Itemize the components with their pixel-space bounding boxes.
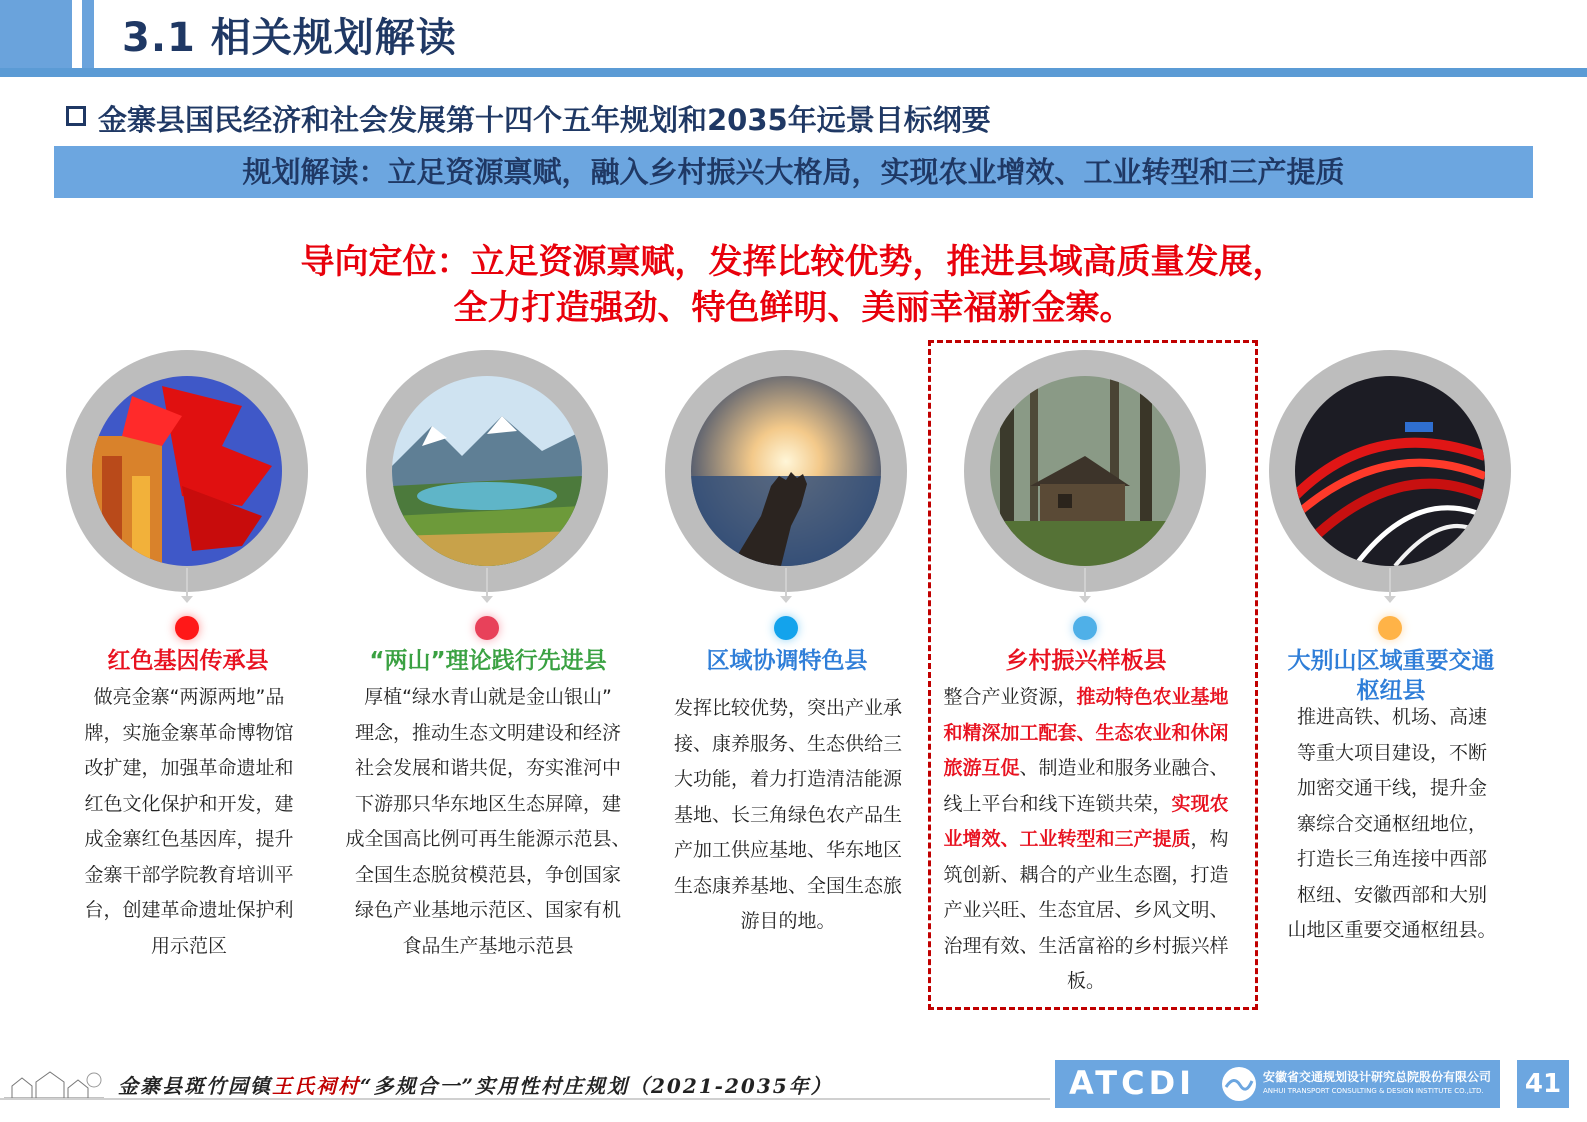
interpretation-banner bbox=[54, 146, 1533, 198]
photo-ring bbox=[66, 350, 308, 592]
column-body bbox=[936, 680, 1236, 1000]
highlight-text: 推动特色农业基地 bbox=[1076, 686, 1229, 708]
photo-ring bbox=[665, 350, 907, 592]
body-line: 枢纽、安徽西部和大别 bbox=[1296, 883, 1487, 906]
photo-ring bbox=[964, 350, 1206, 592]
column-body bbox=[1247, 700, 1537, 949]
company-name-cn: 安徽省交通规划设计研究总院股份有限公司 bbox=[1263, 1070, 1492, 1084]
body-line: 等重大项目建设，不断 bbox=[1296, 741, 1487, 764]
column-title bbox=[1241, 646, 1541, 706]
red-dot-icon bbox=[175, 616, 199, 640]
body-line: 下游那只华东地区生态屏障，建 bbox=[354, 792, 621, 815]
orientation-headline-line1: 导向定位：立足资源禀赋，发挥比较优势，推进县域高质量发展， bbox=[300, 242, 1287, 282]
footer-village-name: 王氏祠村 bbox=[272, 1074, 360, 1098]
body-line bbox=[936, 822, 1236, 858]
header-accent-stripe bbox=[82, 0, 94, 68]
body-line: 山地区重要交通枢纽县。 bbox=[1287, 919, 1497, 941]
section-subtitle: 金寨县国民经济和社会发展第十四个五年规划和2035年远景目标纲要 bbox=[98, 103, 991, 137]
body-line: 社会发展和谐共促，夯实淮河中 bbox=[354, 757, 621, 779]
pink-dot-icon bbox=[475, 616, 499, 640]
village-sketch-icon bbox=[4, 1064, 104, 1100]
body-line: 成金寨红色基因库，提升 bbox=[84, 828, 294, 850]
body-line: 绿色产业基地示范区、国家有机 bbox=[354, 899, 621, 921]
down-arrow-icon bbox=[1079, 596, 1091, 603]
body-line: 改扩建，加强革命遗址和 bbox=[84, 757, 294, 779]
body-line bbox=[936, 716, 1236, 752]
hand-sunset-photo bbox=[691, 376, 881, 566]
body-text: 治理有效、生活富裕的乡村振兴样 bbox=[943, 934, 1229, 957]
body-line bbox=[936, 929, 1236, 965]
highlight-text: 业增效、工业转型和三产提质 bbox=[943, 828, 1191, 850]
body-line bbox=[936, 893, 1236, 929]
body-line bbox=[936, 964, 1236, 1000]
body-line: 基地、长三角绿色农产品生 bbox=[673, 803, 902, 826]
body-line: 成全国高比例可再生能源示范县、 bbox=[345, 828, 631, 850]
orientation-headline-line2: 全力打造强劲、特色鲜明、美丽幸福新金寨。 bbox=[453, 288, 1134, 328]
body-line: 寨综合交通枢纽地位， bbox=[1296, 812, 1487, 835]
highway-night-photo bbox=[1295, 376, 1485, 566]
body-line: 加密交通干线，提升金 bbox=[1296, 777, 1487, 799]
orange-dot-icon bbox=[1378, 616, 1402, 640]
body-line bbox=[936, 787, 1236, 823]
footer-project-title bbox=[118, 1070, 833, 1099]
body-line bbox=[936, 858, 1236, 894]
column-title: 红色基因传承县 bbox=[107, 648, 269, 674]
body-line: 发挥比较优势，突出产业承 bbox=[673, 697, 902, 719]
body-line: 游目的地。 bbox=[740, 910, 836, 932]
down-arrow-icon bbox=[780, 596, 792, 603]
body-line: 打造长三角连接中西部 bbox=[1296, 848, 1487, 870]
column-title: 乡村振兴样板县 bbox=[1005, 648, 1167, 674]
company-name-en: ANHUI TRANSPORT CONSULTING & DESIGN INSTITUTE CO.,LTD. bbox=[1263, 1087, 1484, 1095]
body-text: 、制造业和服务业融合、 bbox=[1019, 757, 1229, 779]
body-line: 大功能，着力打造清洁能源 bbox=[673, 768, 902, 790]
body-line: 生态康养基地、全国生态旅 bbox=[673, 874, 902, 897]
body-line: 红色文化保护和开发，建 bbox=[84, 792, 294, 815]
company-emblem-icon bbox=[1222, 1067, 1256, 1101]
light-blue-dot-icon bbox=[1073, 616, 1097, 640]
body-text: 产业兴旺、生态宜居、乡风文明、 bbox=[943, 899, 1229, 921]
square-bullet-icon bbox=[66, 106, 86, 126]
body-line: 理念，推动生态文明建设和经济 bbox=[354, 721, 621, 744]
forest-cabin-photo bbox=[990, 376, 1180, 566]
company-logo-block bbox=[1055, 1060, 1500, 1108]
footer-text-part: “多规合一”实用性村庄规划（2021-2035年） bbox=[360, 1074, 833, 1098]
body-text: ，构 bbox=[1190, 828, 1229, 850]
column-title: “两山”理论践行先进县 bbox=[369, 648, 607, 674]
atcdi-logo: ATCDI bbox=[1069, 1064, 1196, 1102]
header-underline bbox=[0, 68, 1587, 77]
down-arrow-icon bbox=[181, 596, 193, 603]
body-line: 产加工供应基地、华东地区 bbox=[673, 839, 902, 861]
body-text: 整合产业资源， bbox=[943, 686, 1077, 708]
body-text: 筑创新、耦合的产业生态圈，打造 bbox=[943, 863, 1229, 886]
column-body bbox=[44, 680, 334, 964]
highlight-text: 实现农 bbox=[1171, 792, 1229, 815]
banner-text: 规划解读：立足资源禀赋，融入乡村振兴大格局，实现农业增效、工业转型和三产提质 bbox=[242, 155, 1345, 189]
column-body bbox=[338, 680, 638, 964]
page-number: 41 bbox=[1517, 1060, 1569, 1108]
header-accent-block bbox=[0, 0, 72, 68]
column-body bbox=[643, 691, 933, 940]
down-arrow-icon bbox=[481, 596, 493, 603]
body-line bbox=[936, 751, 1236, 787]
highlight-text: 旅游互促 bbox=[943, 757, 1020, 779]
body-text: 线上平台和线下连锁共荣， bbox=[943, 792, 1172, 815]
mountain-lake-photo bbox=[392, 376, 582, 566]
column-title: 区域协调特色县 bbox=[706, 648, 868, 674]
body-line: 做亮金寨“两源两地”品 bbox=[93, 686, 285, 708]
body-line: 食品生产基地示范县 bbox=[402, 934, 574, 957]
body-line: 金寨干部学院教育培训平 bbox=[84, 863, 294, 886]
footer-text-part: 金寨县斑竹园镇 bbox=[118, 1074, 272, 1098]
title-line: 枢纽县 bbox=[1356, 678, 1426, 704]
body-line: 全国生态脱贫模范县，争创国家 bbox=[354, 863, 621, 886]
title-line: 大别山区域重要交通 bbox=[1287, 648, 1495, 674]
body-line: 厚植“绿水青山就是金山银山” bbox=[364, 686, 612, 708]
photo-ring bbox=[366, 350, 608, 592]
body-line bbox=[936, 680, 1236, 716]
body-text: 板。 bbox=[1066, 970, 1105, 992]
body-line: 台，创建革命遗址保护利 bbox=[84, 899, 294, 921]
body-line: 牌，实施金寨革命博物馆 bbox=[84, 721, 294, 744]
red-flags-photo bbox=[92, 376, 282, 566]
page-title: 3.1 相关规划解读 bbox=[122, 15, 457, 61]
body-line: 用示范区 bbox=[150, 934, 227, 957]
blue-dot-icon bbox=[774, 616, 798, 640]
photo-ring bbox=[1269, 350, 1511, 592]
down-arrow-icon bbox=[1384, 596, 1396, 603]
body-line: 接、康养服务、生态供给三 bbox=[673, 732, 902, 755]
highlight-text: 和精深加工配套、生态农业和休闲 bbox=[943, 721, 1229, 744]
body-line: 推进高铁、机场、高速 bbox=[1296, 706, 1487, 728]
